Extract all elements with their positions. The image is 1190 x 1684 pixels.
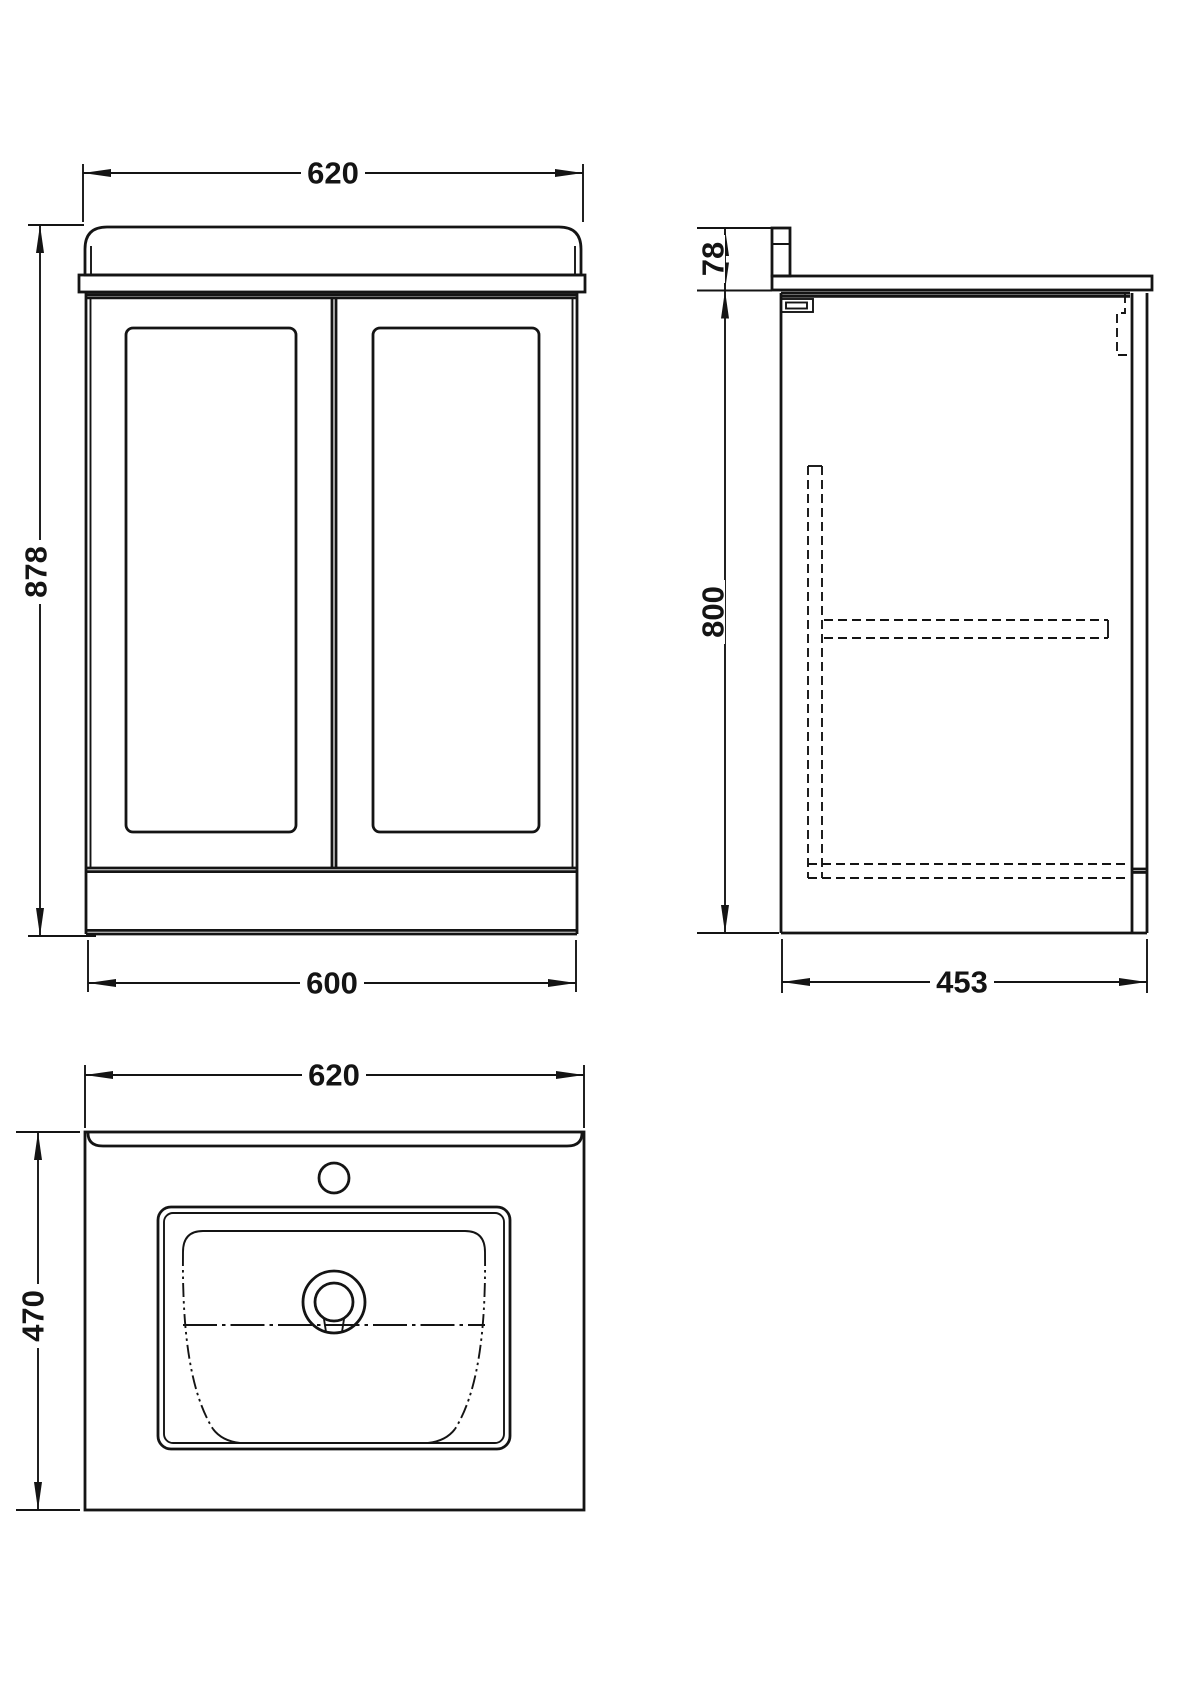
hinge-hidden-detail bbox=[1117, 294, 1132, 355]
dim-side-cabinet-height bbox=[696, 291, 780, 934]
basin-upstand-side bbox=[772, 228, 790, 276]
dim-plan-width-label: 620 bbox=[308, 1057, 360, 1093]
dim-plan-depth-label: 470 bbox=[15, 1290, 51, 1342]
hidden-interior-lines bbox=[808, 466, 1130, 878]
dim-side-basin-height-label: 78 bbox=[695, 241, 731, 277]
plan-view bbox=[16, 1058, 585, 1511]
dim-front-cabinet-width-label: 600 bbox=[306, 965, 358, 1001]
dim-side-depth bbox=[782, 939, 1147, 1000]
dim-front-overall-height bbox=[19, 225, 97, 936]
cabinet-front bbox=[86, 292, 577, 934]
dim-front-basin-width bbox=[83, 156, 583, 223]
side-elevation-view bbox=[696, 228, 1153, 1000]
worktop-side bbox=[772, 276, 1152, 290]
fixing-bracket bbox=[781, 299, 813, 312]
dim-plan-width bbox=[85, 1058, 584, 1129]
dim-front-basin-width-label: 620 bbox=[307, 155, 359, 191]
dim-front-overall-height-label: 878 bbox=[18, 546, 54, 598]
dim-side-depth-label: 453 bbox=[936, 964, 988, 1000]
bowl-slope-right bbox=[455, 1252, 485, 1429]
dim-side-cabinet-height-label: 800 bbox=[695, 586, 731, 638]
dim-plan-depth bbox=[16, 1132, 81, 1510]
basin-front-edge bbox=[88, 1133, 582, 1146]
plinth-front bbox=[86, 930, 577, 934]
dim-side-basin-height bbox=[696, 228, 773, 291]
bowl-inner-top-edge bbox=[183, 1231, 485, 1252]
cabinet-side bbox=[781, 293, 1147, 933]
bowl-slope-left bbox=[183, 1252, 213, 1429]
basin-bowl bbox=[158, 1207, 510, 1449]
tap-hole bbox=[319, 1163, 349, 1193]
right-door-panel bbox=[373, 328, 539, 832]
worktop-front bbox=[79, 227, 585, 292]
left-door-panel bbox=[126, 328, 296, 832]
waste-drain bbox=[303, 1271, 365, 1333]
dim-front-cabinet-width bbox=[88, 940, 576, 1001]
front-elevation-view bbox=[19, 156, 586, 1001]
shelf-hidden bbox=[824, 620, 1108, 638]
door-side-face bbox=[1132, 293, 1147, 933]
